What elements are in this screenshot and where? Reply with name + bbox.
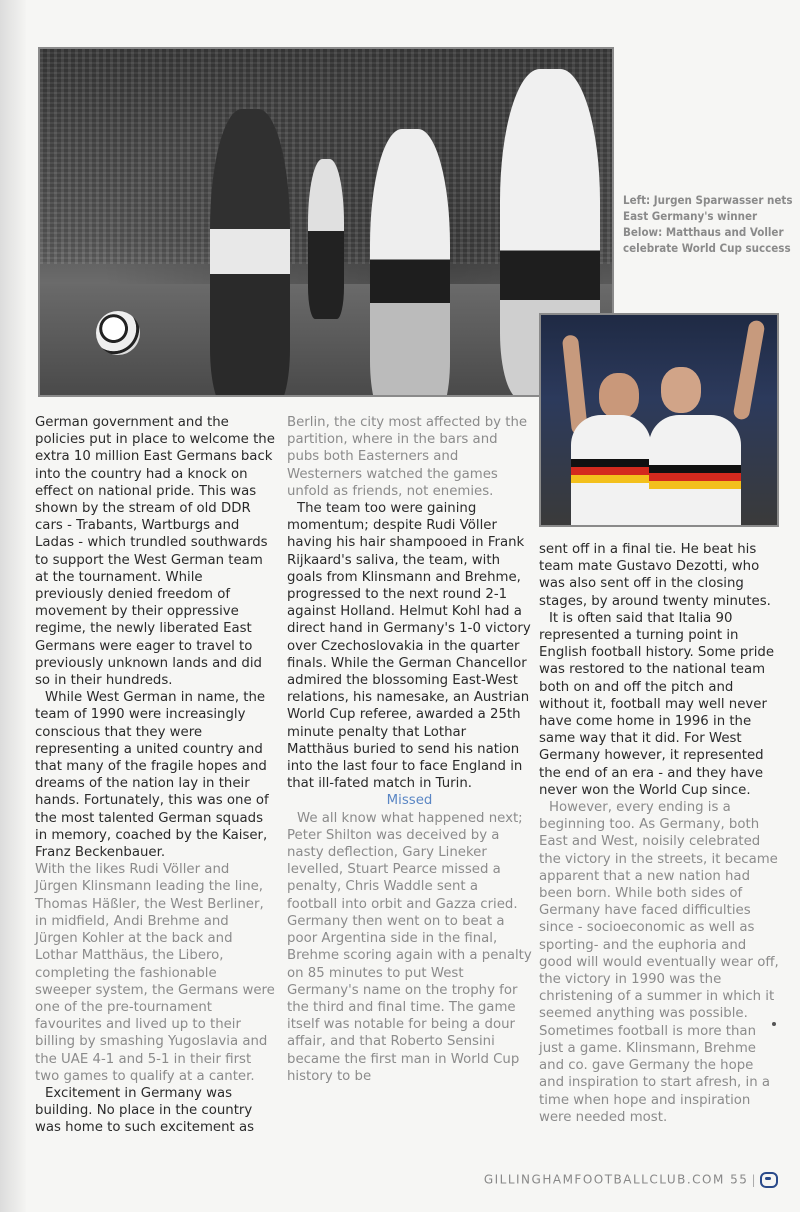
player-background xyxy=(308,159,344,319)
caption-left: Left: Jurgen Sparwasser nets East Germany's winner xyxy=(623,193,793,223)
paragraph: Berlin, the city most affected by the partition, where in the bars and pubs both Easterners and Westerners watched the games unfold as friends, not enemies. xyxy=(287,415,528,499)
matthaus-voller-photo xyxy=(539,313,779,527)
raised-arm-right xyxy=(732,319,765,420)
page-gutter xyxy=(0,0,26,1212)
player-white-shirt-1 xyxy=(370,129,450,397)
website-url: GILLINGHAMFOOTBALLCLUB.COM xyxy=(483,1172,725,1187)
page-footer xyxy=(484,1172,778,1188)
club-crest-icon xyxy=(760,1172,778,1188)
paragraph: With the likes Rudi Völler and Jürgen Klinsmann leading the line, Thomas Häßler, the West Berliner, in midfield, Andi Brehme and Jürgen Kohler at the back and Lothar Matthäus, the Libero, completing the fashionable sweeper system, the Germans were one of the pre-tournament favourites and lived up to their billing by smashing Yugoslavia and the UAE 4-1 and 5-1 in their first two games to qualify at a canter. xyxy=(35,862,275,1084)
page-number: 55 xyxy=(730,1172,749,1187)
section-heading: Missed xyxy=(386,793,433,809)
player-head-right xyxy=(661,367,701,413)
football xyxy=(96,311,140,355)
article-column-2 xyxy=(287,414,532,1085)
footer-divider: | xyxy=(751,1172,757,1187)
paragraph: However, every ending is a beginning too. As Germany, both East and West, noisily celebrated the victory in the streets, it became apparent that a new nation had been born. While both sides of Germany have faced difficulties since - socioeconomic as well as sporting- and the euphoria and good will would eventually wear off, the victory in 1990 was the christening of a summer in which it seemed anything was possible. Sometimes football is more than just a game. Klinsmann, Brehme and co. gave Germany the hope and inspiration to start afresh, in a time when hope and inspiration were needed most. xyxy=(539,800,779,1125)
germany-shirt-right xyxy=(649,415,741,525)
article-column-3 xyxy=(539,541,779,1126)
paragraph: Excitement in Germany was building. No place in the country was home to such excitement as xyxy=(35,1085,255,1136)
article-column-1 xyxy=(35,414,275,1137)
paragraph: sent off in a final tie. He beat his team mate Gustavo Dezotti, who was also sent off in the closing stages, by around twenty minutes. xyxy=(539,542,771,609)
paragraph: The team too were gaining momentum; despite Rudi Völler having his hair shampooed in Frank Rijkaard's saliva, the team, with goals from Klinsmann and Brehme, progressed to the next round 2-1 against Holland. Helmut Kohl had a direct hand in Germany's 1-0 victory over Czechoslovakia in the quarter finals. While the German Chancellor admired the blossoming East-West relations, his namesake, an Austrian World Cup referee, awarded a 25th minute penalty that Lothar Matthäus buried to send his nation into the last four to face England in that ill-fated match in Turin. xyxy=(287,501,531,792)
paragraph: German government and the policies put in place to welcome the extra 10 million East Germans back into the country had a knock on effect on national pride. This was shown by the stream of old DDR cars - Trabants, Wartburgs and Ladas - which trundled southwards to support the West German team at the tournament. While previously denied freedom of movement by their oppressive regime, the newly liberated East Germans were eager to travel to previously unknown lands and did so in their hundreds. xyxy=(35,415,275,689)
print-speck xyxy=(772,1022,776,1026)
sparwasser-photo xyxy=(38,47,614,397)
germany-shirt-left xyxy=(571,415,651,525)
paragraph: While West German in name, the team of 1990 were increasingly conscious that they were representing a united country and that many of the fragile hopes and dreams of the nation lay in their hands. Fortunately, this was one of the most talented German squads in memory, coached by the Kaiser, Franz Beckenbauer. xyxy=(35,690,269,861)
paragraph: It is often said that Italia 90 represented a turning point in English football history. Some pride was restored to the national team both on and off the pitch and without it, football may well never have come home in 1996 in the same way that it did. For West Germany however, it represented the end of an era - and they have never won the World Cup since. xyxy=(539,610,775,798)
photo-captions xyxy=(623,192,793,256)
player-dark-shirt xyxy=(210,109,290,397)
caption-below: Below: Matthaus and Voller celebrate World Cup success xyxy=(623,225,791,255)
player-head-left xyxy=(599,373,639,419)
paragraph: We all know what happened next; Peter Shilton was deceived by a nasty deflection, Gary Lineker levelled, Stuart Pearce missed a penalty, Chris Waddle sent a football into orbit and Gazza cried. Germany then went on to beat a poor Argentina side in the final, Brehme scoring again with a penalty on 85 minutes to put West Germany's name on the trophy for the third and final time. The game itself was notable for being a dour affair, and that Roberto Sensini became the first man in World Cup history to be xyxy=(287,810,532,1084)
